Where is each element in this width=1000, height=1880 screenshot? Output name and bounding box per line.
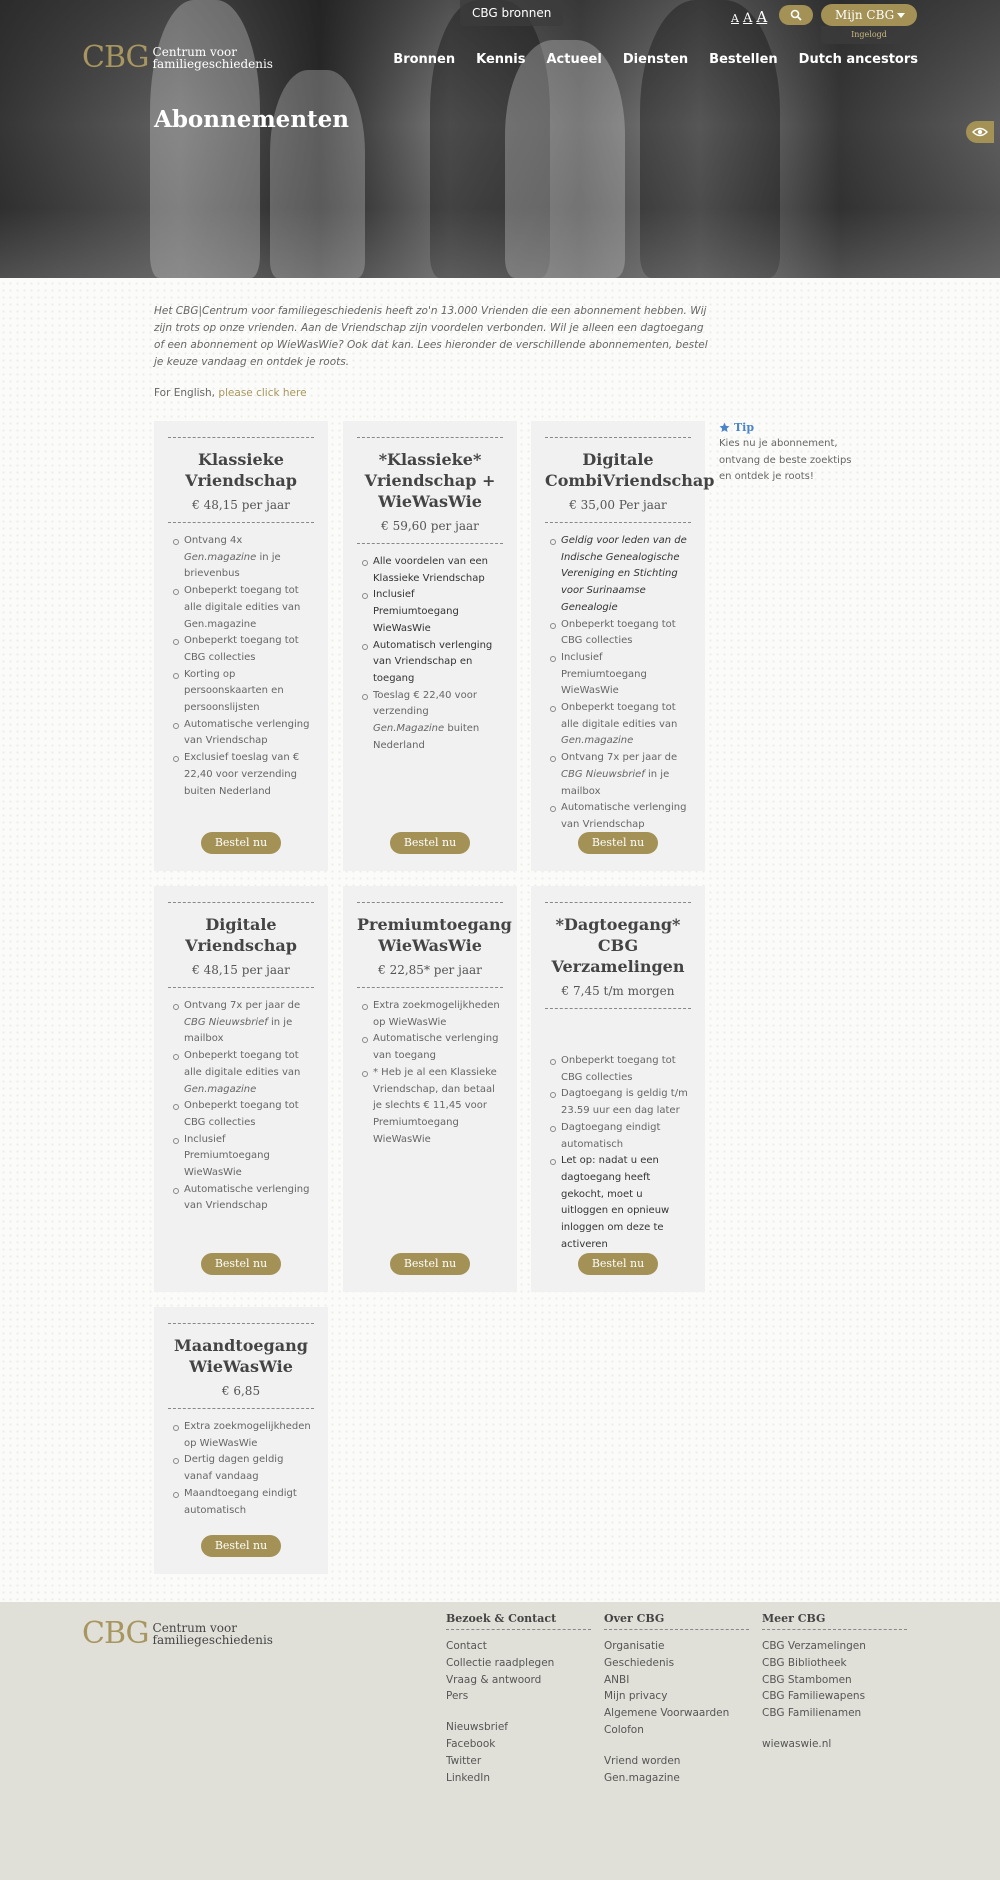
card-content — [531, 421, 715, 834]
feature-item: Inclusief Premiumtoegang WieWasWie — [561, 650, 691, 700]
account-menu — [821, 4, 917, 44]
card-price: € 59,60 per jaar — [381, 519, 479, 533]
card-price: € 48,15 per jaar — [192, 963, 290, 977]
footer-link[interactable]: LinkedIn — [446, 1771, 491, 1784]
spacer — [762, 1722, 907, 1736]
mijn-cbg-button[interactable] — [821, 4, 917, 26]
footer-column-title: Over CBG — [604, 1612, 749, 1630]
divider — [168, 987, 314, 988]
feature-item: Onbeperkt toegang tot alle digitale edities van Gen.magazine — [184, 583, 314, 633]
nav-bestellen[interactable]: Bestellen — [709, 52, 778, 67]
nav-dutch-ancestors[interactable]: Dutch ancestors — [798, 52, 918, 67]
feature-item: Extra zoekmogelijkheden op WieWasWie — [373, 998, 503, 1031]
search-button[interactable] — [779, 5, 813, 25]
feature-item: Alle voordelen van een Klassieke Vriendschap — [373, 554, 503, 587]
footer-link[interactable]: Pers — [446, 1690, 469, 1703]
card-price: € 35,00 Per jaar — [569, 498, 667, 512]
font-size-medium[interactable]: A — [742, 11, 753, 26]
card-price: € 48,15 per jaar — [192, 498, 290, 512]
order-button[interactable]: Bestel nu — [390, 1253, 470, 1275]
cbg-logo[interactable] — [82, 40, 273, 75]
feature-item: Ontvang 4x Gen.magazine in je brievenbus — [184, 533, 314, 583]
feature-item: Onbeperkt toegang tot CBG collecties — [561, 617, 691, 650]
hero-photo-ground — [0, 208, 1000, 278]
feature-item: Dertig dagen geldig vanaf vandaag — [184, 1452, 314, 1485]
mijn-cbg-label: Mijn CBG — [835, 8, 895, 22]
logo-mark: CBG — [82, 1616, 149, 1651]
nav-kennis[interactable]: Kennis — [476, 52, 526, 67]
divider — [545, 522, 691, 523]
footer-link[interactable]: Algemene Voorwaarden — [604, 1707, 730, 1720]
subscription-card — [154, 1307, 328, 1574]
star-icon — [719, 422, 730, 433]
footer-link[interactable]: Vraag & antwoord — [446, 1673, 542, 1686]
footer-link[interactable]: Facebook — [446, 1737, 496, 1750]
logo-text: Centrum voor familiegeschiedenis — [152, 1620, 273, 1647]
divider — [545, 437, 691, 438]
feature-item: Let op: nadat u een dagtoegang heeft gekocht, moet u uitloggen en opnieuw inloggen om deze te activeren — [561, 1153, 691, 1253]
card-content — [343, 421, 517, 754]
order-button[interactable]: Bestel nu — [201, 1253, 281, 1275]
card-content — [154, 886, 328, 1215]
footer-link[interactable]: Geschiedenis — [604, 1656, 675, 1669]
feature-item: Onbeperkt toegang tot CBG collecties — [184, 1098, 314, 1131]
intro-text: Het CBG|Centrum voor familiegeschiedenis heeft zo'n 13.000 Vrienden die een abonnement hebben. Wij zijn trots op onze vrienden. Aan de Vriendschap zijn voordelen verbonden. Wil je alleen een dagtoegang of een abonnement op WieWasWie? Ook dat kan. Lees hieronder de verschillende abonnementen, bestel je keuze vandaag en ontdek je roots. — [154, 305, 708, 368]
subscription-card — [531, 886, 705, 1292]
card-title: Premiumtoegang WieWasWie — [357, 915, 512, 955]
footer-column-title: Bezoek & Contact — [446, 1612, 591, 1630]
footer-link[interactable]: Gen.magazine — [604, 1771, 680, 1784]
feature-list — [168, 998, 314, 1215]
card-title: Maandtoegang WieWasWie — [174, 1336, 308, 1376]
feature-list — [168, 1419, 314, 1519]
main-navigation — [393, 52, 918, 67]
divider — [357, 437, 503, 438]
footer-link[interactable]: wiewaswie.nl — [762, 1737, 832, 1750]
order-button[interactable]: Bestel nu — [390, 832, 470, 854]
feature-list — [545, 533, 691, 834]
footer-link[interactable]: CBG Familiewapens — [762, 1690, 866, 1703]
feature-item: Onbeperkt toegang tot alle digitale edities van Gen.magazine — [561, 700, 691, 750]
footer — [0, 1602, 1000, 1880]
hero-banner — [0, 0, 1000, 278]
footer-link[interactable]: CBG Verzamelingen — [762, 1640, 866, 1652]
card-content — [343, 886, 517, 1148]
subscription-card — [531, 421, 715, 871]
divider — [168, 522, 314, 523]
feature-list — [545, 1053, 691, 1253]
feature-item: Ontvang 7x per jaar de CBG Nieuwsbrief in je mailbox — [184, 998, 314, 1048]
feature-item: Exclusief toeslag van € 22,40 voor verzending buiten Nederland — [184, 750, 314, 800]
footer-logo[interactable] — [82, 1616, 273, 1651]
caret-down-icon — [897, 13, 905, 18]
feature-item: Korting op persoonskaarten en persoonslijsten — [184, 667, 314, 717]
divider — [168, 1323, 314, 1324]
spacer — [446, 1705, 591, 1719]
accessibility-toggle[interactable] — [966, 121, 994, 143]
spacer — [604, 1739, 749, 1753]
feature-item: Geldig voor leden van de Indische Genealogische Vereniging en Stichting voor Surinaamse Genealogie — [561, 533, 691, 617]
footer-link[interactable]: Organisatie — [604, 1640, 665, 1652]
divider — [357, 543, 503, 544]
subscription-card — [154, 421, 328, 871]
order-button[interactable]: Bestel nu — [578, 832, 658, 854]
font-size-switcher — [731, 8, 767, 26]
footer-link[interactable]: Mijn privacy — [604, 1690, 668, 1703]
feature-item: Onbeperkt toegang tot alle digitale edities van Gen.magazine — [184, 1048, 314, 1098]
divider — [357, 902, 503, 903]
tip-text: Kies nu je abonnement, ontvang de beste zoektips en ontdek je roots! — [719, 438, 852, 482]
feature-list — [357, 998, 503, 1148]
card-price: € 7,45 t/m morgen — [561, 984, 675, 998]
divider — [357, 987, 503, 988]
feature-item: Inclusief Premiumtoegang WieWasWie — [184, 1132, 314, 1182]
card-content — [531, 886, 705, 1253]
divider — [168, 437, 314, 438]
footer-link[interactable]: Nieuwsbrief — [446, 1721, 509, 1734]
subscription-card — [154, 886, 328, 1292]
feature-item: Automatische verlenging van Vriendschap — [561, 800, 691, 833]
feature-item: Ontvang 7x per jaar de CBG Nieuwsbrief in je mailbox — [561, 750, 691, 800]
eye-icon — [972, 127, 988, 137]
feature-item: Toeslag € 22,40 voor verzending Gen.Magazine buiten Nederland — [373, 688, 503, 755]
card-title: *Dagtoegang* CBG Verzamelingen — [551, 915, 685, 976]
cbg-bronnen-tab[interactable]: CBG bronnen — [460, 0, 563, 26]
font-size-large[interactable]: A — [756, 8, 768, 26]
footer-column — [446, 1612, 591, 1786]
feature-item: * Heb je al een Klassieke Vriendschap, dan betaal je slechts € 11,45 voor Premiumtoegang WieWasWie — [373, 1065, 503, 1149]
footer-link[interactable]: CBG Familienamen — [762, 1707, 862, 1720]
nav-diensten[interactable]: Diensten — [622, 52, 689, 67]
card-content — [154, 1307, 328, 1519]
subscription-card — [343, 421, 517, 871]
search-icon — [790, 9, 802, 21]
card-title: *Klassieke* Vriendschap + WieWasWie — [364, 450, 496, 511]
feature-item: Automatisch verlenging van Vriendschap en toegang — [373, 638, 503, 688]
feature-item: Onbeperkt toegang tot CBG collecties — [561, 1053, 691, 1086]
feature-list — [357, 554, 503, 754]
feature-item: Automatische verlenging van Vriendschap — [184, 717, 314, 750]
divider — [545, 902, 691, 903]
logo-mark: CBG — [82, 40, 149, 75]
page-title: Abonnementen — [154, 106, 350, 133]
subscription-card — [343, 886, 517, 1292]
logo-text: Centrum voor familiegeschiedenis — [152, 44, 273, 71]
divider — [545, 1008, 691, 1009]
divider — [168, 902, 314, 903]
footer-link[interactable]: Vriend worden — [604, 1754, 681, 1767]
feature-list — [168, 533, 314, 800]
nav-bronnen[interactable]: Bronnen — [393, 52, 456, 67]
login-status: Ingelogd — [821, 26, 917, 44]
feature-item: Dagtoegang is geldig t/m 23.59 uur een dag later — [561, 1086, 691, 1119]
footer-column-title: Meer CBG — [762, 1612, 907, 1630]
order-button[interactable]: Bestel nu — [578, 1253, 658, 1275]
card-price: € 6,85 — [221, 1384, 261, 1398]
feature-item: Inclusief Premiumtoegang WieWasWie — [373, 587, 503, 637]
feature-item: Onbeperkt toegang tot CBG collecties — [184, 633, 314, 666]
order-button[interactable]: Bestel nu — [201, 1535, 281, 1557]
footer-column — [604, 1612, 749, 1786]
font-size-small[interactable]: A — [731, 12, 739, 25]
footer-link[interactable]: Colofon — [604, 1723, 644, 1736]
feature-item: Extra zoekmogelijkheden op WieWasWie — [184, 1419, 314, 1452]
footer-link[interactable]: Contact — [446, 1640, 487, 1652]
order-button[interactable]: Bestel nu — [201, 832, 281, 854]
feature-item: Automatische verlenging van Vriendschap — [184, 1182, 314, 1215]
english-link[interactable]: please click here — [218, 387, 307, 399]
card-price: € 22,85* per jaar — [378, 963, 482, 977]
footer-link[interactable]: CBG Stambomen — [762, 1673, 852, 1686]
nav-actueel[interactable]: Actueel — [546, 52, 602, 67]
feature-item: Maandtoegang eindigt automatisch — [184, 1486, 314, 1519]
card-title: Klassieke Vriendschap — [185, 450, 297, 490]
english-line: For English, please click here — [154, 387, 307, 399]
card-title: Digitale Vriendschap — [185, 915, 297, 955]
card-content — [154, 421, 328, 800]
divider — [168, 1408, 314, 1409]
tip-title: Tip — [719, 421, 854, 434]
footer-link[interactable]: ANBI — [604, 1673, 630, 1686]
footer-link[interactable]: Collectie raadplegen — [446, 1656, 555, 1669]
card-title: Digitale CombiVriendschap — [545, 450, 715, 490]
tip-box — [719, 421, 854, 486]
footer-column — [762, 1612, 907, 1753]
footer-link[interactable]: Twitter — [446, 1754, 482, 1767]
feature-item: Automatische verlenging van toegang — [373, 1031, 503, 1064]
feature-item: Dagtoegang eindigt automatisch — [561, 1120, 691, 1153]
footer-link[interactable]: CBG Bibliotheek — [762, 1656, 847, 1669]
